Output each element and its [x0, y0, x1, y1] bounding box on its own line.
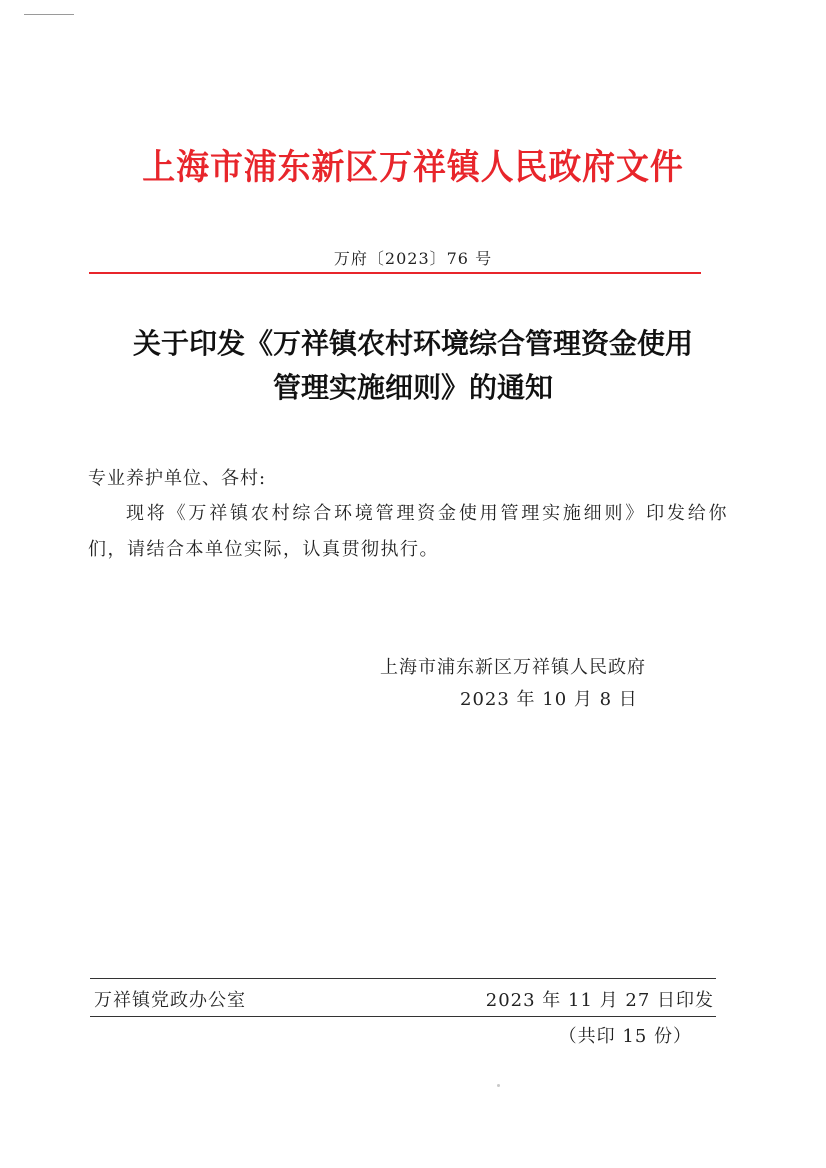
signature-organization: 上海市浦东新区万祥镇人民政府 — [380, 657, 646, 678]
document-title — [70, 322, 756, 410]
title-line-2: 管理实施细则》的通知 — [272, 371, 553, 404]
salutation: 专业养护单位、各村: — [88, 468, 267, 489]
scan-artifact-dot — [497, 1084, 500, 1087]
footer-print-date: 2023 年 11 月 27 日印发 — [485, 990, 714, 1011]
title-line-1: 关于印发《万祥镇农村环境综合管理资金使用 — [132, 327, 693, 360]
signature-block — [380, 652, 710, 716]
scan-artifact-line — [24, 14, 74, 15]
issuing-authority-header: 上海市浦东新区万祥镇人民政府文件 — [142, 147, 684, 188]
red-separator-line — [89, 272, 701, 274]
document-number: 万府〔2023〕76 号 — [333, 249, 493, 268]
footer-bottom-rule — [90, 1016, 716, 1017]
footer-issuer: 万祥镇党政办公室 — [94, 990, 246, 1011]
body-paragraph: 现将《万祥镇农村综合环境管理资金使用管理实施细则》印发给你们，请结合本单位实际，认真贯彻执行。 — [88, 503, 728, 560]
footer-copies-count: （共印 15 份） — [558, 1026, 692, 1047]
footer-top-rule — [90, 978, 716, 979]
signature-date: 2023 年 10 月 8 日 — [460, 689, 638, 710]
